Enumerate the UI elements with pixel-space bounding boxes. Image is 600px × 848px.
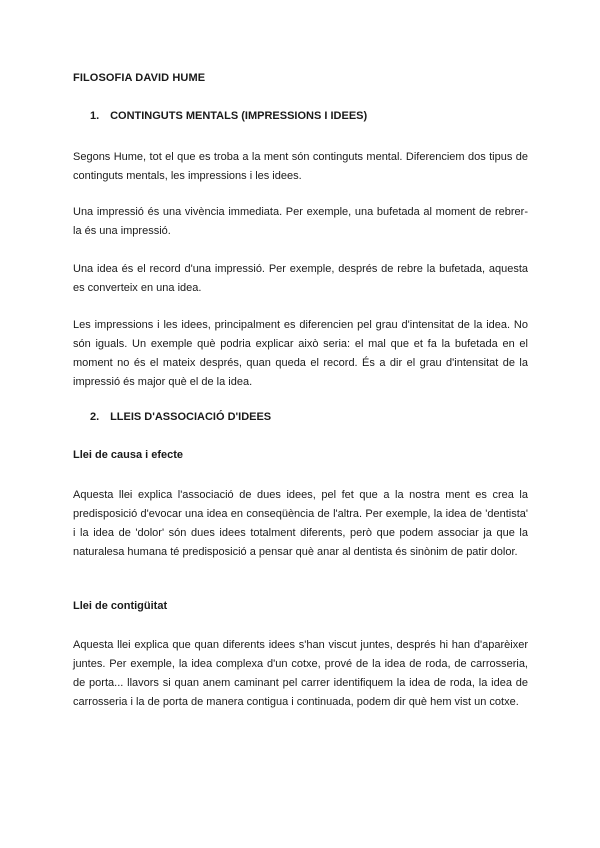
section-1-paragraph-2: Una impressió és una vivència immediata. Per exemple, una bufetada al moment de rebrer-la és una impressió. — [73, 206, 528, 237]
section-2-heading — [90, 411, 271, 423]
section-1-paragraph-1: Segons Hume, tot el que es troba a la ment són continguts mental. Diferenciem dos tipus de continguts mentals, les impressions i les idees. — [73, 151, 528, 182]
section-2-title: LLEIS D'ASSOCIACIÓ D'IDEES — [110, 411, 272, 423]
section-2-number: 2. — [90, 411, 100, 423]
law-1-paragraph: Aquesta llei explica l'associació de dues idees, pel fet que a la nostra ment es crea la predisposició d'evocar una idea en conseqüència de l'altra. Per exemple, la idea de 'dentista' i la idea de 'dolor' són dues idees totalment diferents, però que podem associar ja que la naturalesa humana té predisposició a pensar què anar al dentista és sinònim de patir dolor. — [73, 489, 528, 558]
section-1-title: CONTINGUTS MENTALS (IMPRESSIONS I IDEES) — [110, 110, 368, 122]
section-1-heading — [90, 110, 367, 122]
section-1-number: 1. — [90, 110, 100, 122]
section-1-paragraph-4: Les impressions i les idees, principalment es diferencien pel grau d'intensitat de la idea. No són iguals. Un exemple què podria explicar això seria: el mal que et fa la bufetada en el moment no és el mateix després, quan queda el record. És a dir el grau d'intensitat de la impressió és major què el de la idea. — [73, 319, 528, 388]
document-title: FILOSOFIA DAVID HUME — [73, 72, 206, 84]
law-2-heading: Llei de contigüitat — [73, 600, 168, 612]
section-1-paragraph-3: Una idea és el record d'una impressió. Per exemple, després de rebre la bufetada, aquesta es converteix en una idea. — [73, 263, 528, 294]
law-2-paragraph: Aquesta llei explica que quan diferents idees s'han viscut juntes, després hi han d'aparèixer juntes. Per exemple, la idea complexa d'un cotxe, prové de la idea de roda, de carrosseria, de porta... llavors si quan anem caminant pel carrer identifiquem la idea de roda, la idea de carrosseria i la de porta de manera contigua i continuada, podem dir què hem vist un cotxe. — [73, 639, 528, 708]
law-1-heading: Llei de causa i efecte — [73, 449, 184, 461]
